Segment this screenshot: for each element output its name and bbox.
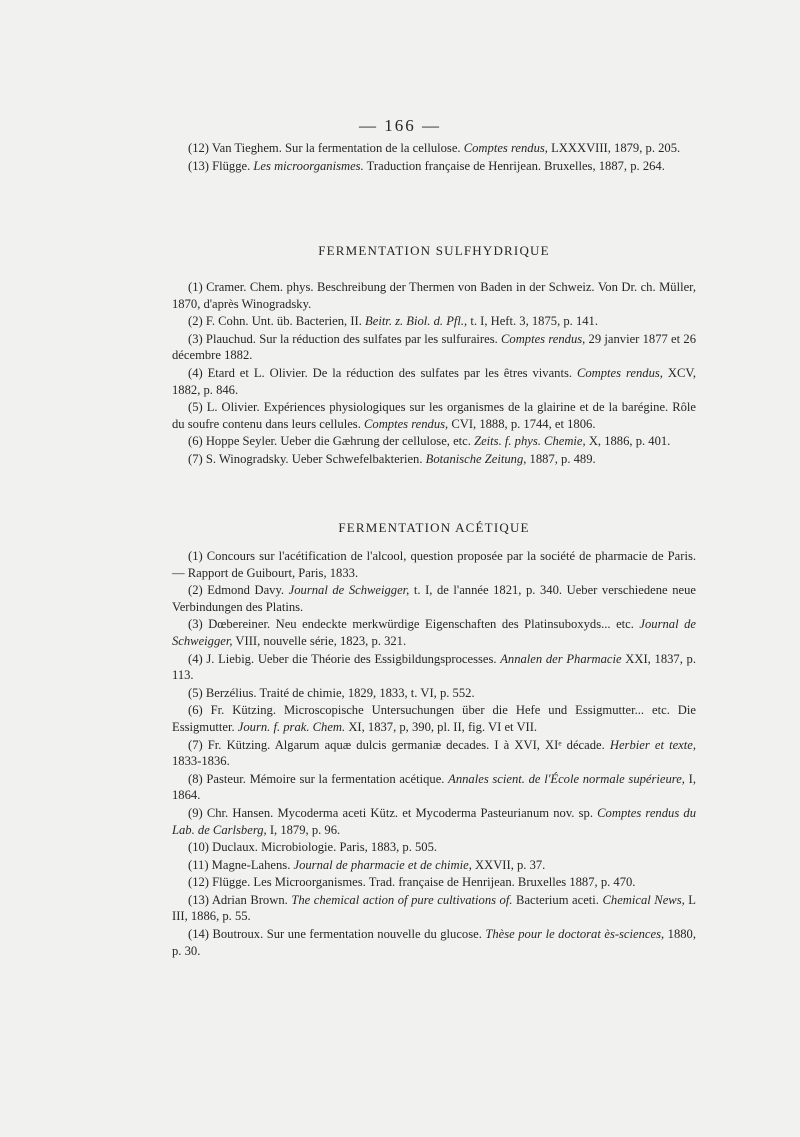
reference-journal: Journal de Schweigger, [288,583,410,598]
reference-journal: Botanische Zeitung, [425,451,527,466]
reference-details: t. I, de l'année 1821, p. 340. Ueber verschiedene neue Verbindungen des Platins. [172,583,696,614]
reference-details: CVI, 1888, p. 1744, et 1806. [448,416,596,431]
reference-details: Bacterium aceti. [512,892,603,907]
reference-details: 1880, p. 30. [172,927,696,958]
reference-journal: Journal de Schweigger, [172,617,696,648]
reference-text: (13) Adrian Brown. [188,892,292,907]
reference-journal: Journ. f. prak. Chem. [237,719,346,734]
reference-text: (7) S. Winogradsky. Ueber Schwefelbakterien. [188,451,426,466]
reference-details: I, 1879, p. 96. [266,822,341,837]
reference-item [172,685,696,702]
reference-text: (13) Flügge. [188,158,254,173]
reference-details: 1833-1836. [172,754,230,769]
reference-journal: Comptes rendus, [463,141,548,155]
reference-item [172,433,696,450]
reference-details: LXXXVIII, 1879, p. 205. [547,141,681,155]
reference-details: L III, 1886, p. 55. [172,892,696,924]
reference-text: (3) Plauchud. Sur la réduction des sulfates par les sulfuraires. [188,331,501,346]
reference-text: (14) Boutroux. Sur une fermentation nouvelle du glucose. [188,927,486,942]
reference-journal: The chemical action of pure cultivations of. [291,892,513,907]
reference-details: X, 1886, p. 401. [585,434,671,449]
reference-text: (4) J. Liebig. Ueber die Théorie des Essigbildungsprocesses. [188,651,501,666]
reference-item [172,926,696,959]
reference-item [172,582,696,615]
intro-references [172,140,696,175]
reference-text: (6) Hoppe Seyler. Ueber die Gæhrung der cellulose, etc. [188,434,475,449]
reference-item [172,737,696,770]
reference-journal: Comptes rendus, [576,365,663,380]
reference-details: XXI, 1837, p. 113. [172,651,696,683]
reference-item [172,805,696,838]
reference-journal: Comptes rendus du Lab. de Carlsberg, [172,805,696,837]
reference-text: (12) Flügge. Les Microorganismes. Trad. française de Henrijean. Bruxelles 1887, p. 470. [188,875,636,890]
reference-text: (12) Van Tieghem. Sur la fermentation de la cellulose. [188,141,464,155]
reference-journal: Thèse pour le doctorat ès-sciences, [485,927,665,942]
reference-details: XXVII, p. 37. [471,857,546,872]
reference-text: (5) Berzélius. Traité de chimie, 1829, 1833, t. VI, p. 552. [188,685,475,700]
reference-text: (7) Fr. Kützing. Algarum aquæ dulcis germaniæ decades. I à XVI, XIᵉ décade. [188,737,610,752]
reference-item [172,365,696,398]
reference-text: (2) Edmond Davy. [188,583,289,598]
reference-item [172,451,696,468]
reference-journal: Chemical News, [602,892,685,907]
reference-text: (9) Chr. Hansen. Mycoderma aceti Kütz. et Mycoderma Pasteurianum nov. sp. [188,805,598,820]
reference-journal: Annales scient. de l'École normale supérieure, [448,771,685,786]
reference-journal: Comptes rendus, [501,331,586,346]
reference-item [172,892,696,925]
reference-details: XCV, 1882, p. 846. [172,365,696,397]
reference-text: (5) L. Olivier. Expériences physiologiques sur les organismes de la glairine et de la barégine. Rôle du soufre contenu dans leurs cellules. [172,400,696,431]
reference-details: I, 1864. [172,771,697,803]
reference-item [172,279,696,312]
reference-details: t. I, Heft. 3, 1875, p. 141. [467,314,599,329]
reference-item [172,140,696,157]
reference-text: (3) Dœbereiner. Neu endeckte merkwürdige Eigenschaften des Platinsuboxyds... etc. [188,617,640,632]
reference-journal: Zeits. f. phys. Chemie, [474,434,586,449]
reference-journal: Beitr. z. Biol. d. Pfl., [365,314,468,329]
reference-text: (10) Duclaux. Microbiologie. Paris, 1883, p. 505. [188,840,438,855]
reference-text: (1) Concours sur l'acétification de l'alcool, question proposée par la société de pharmacie de Paris. — Rapport de Guibourt, Paris, 1833. [172,549,696,580]
acetique-references [172,548,696,960]
reference-text: (1) Cramer. Chem. phys. Beschreibung der Thermen von Baden in der Schweiz. Von Dr. ch. Müller, 1870, d'après Winogradsky. [172,280,696,311]
reference-details: 1887, p. 489. [526,451,596,466]
reference-item [172,651,696,684]
reference-journal: Journal de pharmacie et de chimie, [293,857,472,872]
reference-item [172,331,696,364]
page-number: — 166 — [359,116,441,135]
reference-text: (11) Magne-Lahens. [188,857,294,872]
reference-item [172,857,696,874]
reference-details: VIII, nouvelle série, 1823, p. 321. [232,633,407,648]
reference-text: (6) Fr. Kützing. Microscopische Untersuchungen über die Hefe und Essigmutter... etc. Die Essigmutter. [172,703,696,734]
reference-item [172,158,696,175]
reference-item [172,313,696,330]
reference-text: (4) Etard et L. Olivier. De la réduction des sulfates par les êtres vivants. [188,365,577,380]
reference-text: (8) Pasteur. Mémoire sur la fermentation acétique. [188,771,449,786]
reference-item [172,771,696,804]
section-heading-sulfhydrique: FERMENTATION SULFHYDRIQUE [318,243,550,258]
reference-details: 29 janvier 1877 et 26 décembre 1882. [172,331,696,363]
reference-details: Traduction française de Henrijean. Bruxelles, 1887, p. 264. [363,158,665,173]
sulfhydrique-references [172,279,696,469]
reference-journal: Comptes rendus, [364,416,449,431]
reference-journal: Les microorganismes. [253,158,364,173]
reference-item [172,399,696,432]
reference-item [172,548,696,581]
reference-item [172,616,696,649]
reference-details: XI, 1837, p, 390, pl. II, fig. VI et VII. [345,719,538,734]
section-heading-acetique: FERMENTATION ACÉTIQUE [338,520,530,535]
reference-item [172,839,696,856]
reference-item [172,702,696,735]
reference-journal: Herbier et texte, [609,737,696,752]
reference-text: (2) F. Cohn. Unt. üb. Bacterien, II. [188,314,366,329]
reference-item [172,874,696,891]
reference-journal: Annalen der Pharmacie [500,651,622,666]
